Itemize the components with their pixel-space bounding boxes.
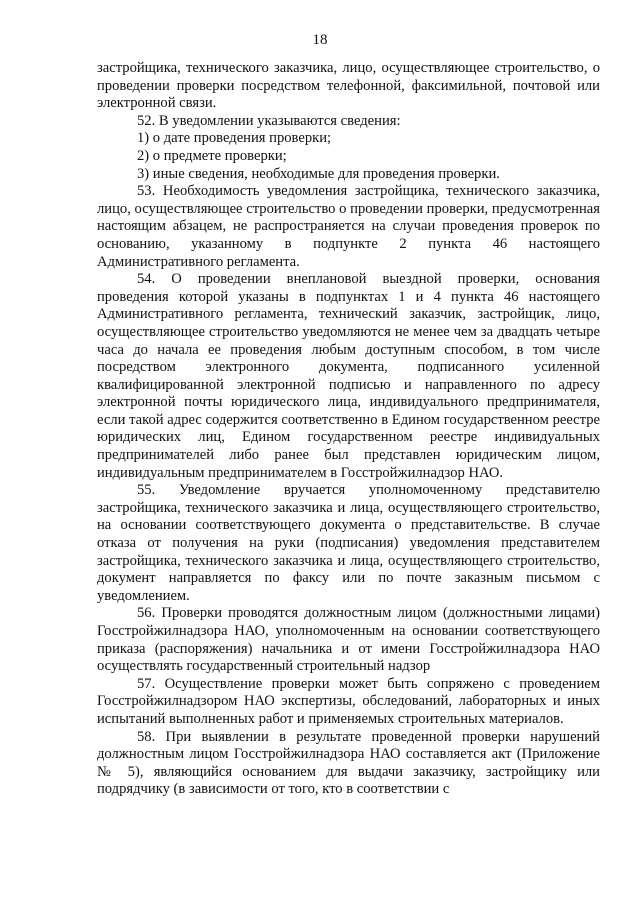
paragraph-continuation: застройщика, технического заказчика, лицо, осуществляющее строительство, о проведении проверки посредством телефонной, факсимильной, почтовой или электронной связи.	[97, 60, 600, 112]
list-item-52-3: 3) иные сведения, необходимые для проведения проверки.	[137, 165, 500, 182]
paragraph-56: 56. Проверки проводятся должностным лицом (должностными лицами) Госстройжилнадзора НАО, уполномоченным на основании соответствующего приказа (распоряжения) начальника и от имени Госстройжилнадзора НАО осуществлять государственный строительный надзор	[97, 605, 600, 675]
list-item-52-2: 2) о предмете проверки;	[137, 147, 287, 164]
paragraph-55: 55. Уведомление вручается уполномоченному представителю застройщика, технического заказчика и лица, осуществляющего строительство, на основании соответствующего документа о представительстве. В случае отказа от получения на руки (подписания) уведомления представителем застройщика, технического заказчика и лица, осуществляющего строительство, документ направляется по факсу или по почте заказным письмом с уведомлением.	[97, 482, 600, 604]
list-item-52-1: 1) о дате проведения проверки;	[137, 130, 332, 147]
paragraph-52: 52. В уведомлении указываются сведения:	[137, 112, 401, 129]
paragraph-54: 54. О проведении внеплановой выездной проверки, основания проведения которой указаны в подпунктах 1 и 4 пункта 46 настоящего Административного регламента, технический заказчик, застройщик, лицо, осуществляющее строительство уведомляются не менее чем за двадцать четыре часа до начала ее проведения любым доступным способом, в том числе посредством электронного документа, подписанного усиленной квалифицированной электронной подписью и направленного по адресу электронной почты юридического лица, индивидуального предпринимателя, если такой адрес содержится соответственно в Едином государственном реестре юридических лиц, Едином государственном реестре индивидуальных предпринимателей либо ранее был представлен юридическим лицом, индивидуальным предпринимателем в Госстройжилнадзор НАО.	[97, 271, 600, 481]
paragraph-57: 57. Осуществление проверки может быть сопряжено с проведением Госстройжилнадзором НАО экспертизы, обследований, лабораторных и иных испытаний выполненных работ и применяемых строительных материалов.	[97, 675, 600, 727]
page-number: 18	[312, 32, 328, 48]
paragraph-58: 58. При выявлении в результате проведенной проверки нарушений должностным лицом Госстройжилнадзора НАО составляется акт (Приложение № 5), являющийся основанием для выдачи заказчику, застройщику или подрядчику (в зависимости от того, кто в соответствии с	[97, 728, 600, 798]
paragraph-53: 53. Необходимость уведомления застройщика, технического заказчика, лицо, осуществляющее строительство о проведении проверки, предусмотренная настоящим абзацем, не распространяется на случаи проведения проверок по основанию, указанному в подпункте 2 пункта 46 настоящего Административного регламента.	[97, 183, 600, 270]
document-body	[97, 60, 600, 799]
